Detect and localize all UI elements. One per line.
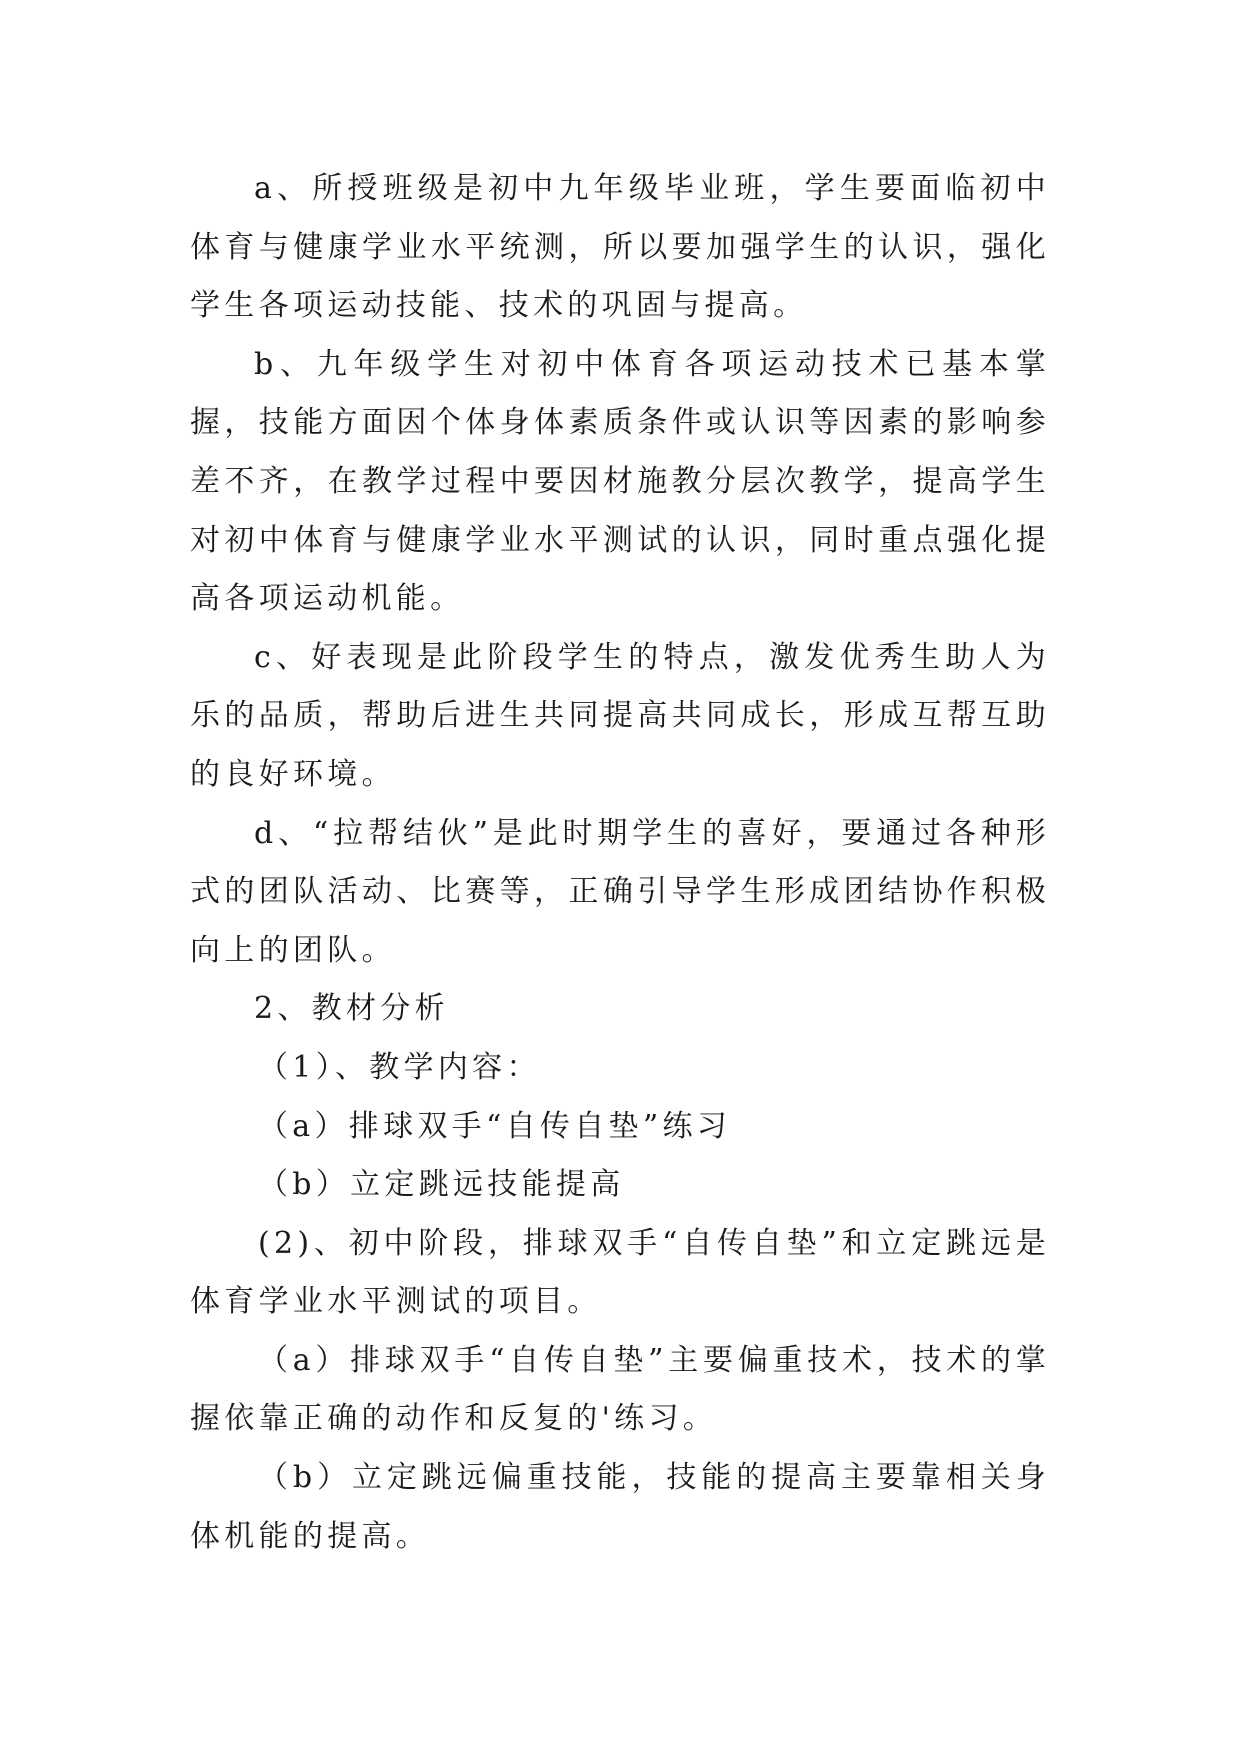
content-item-b: （b）立定跳远技能提高 [258, 1167, 625, 1203]
paragraph-d: d、“拉帮结伙”是此时期学生的喜好，要通过各种形式的团队活动、比赛等，正确引导学生形成团结协作积极向上的团队。 [190, 815, 1050, 968]
document-body [190, 160, 1050, 1566]
section-heading-textbook-analysis: 2、教材分析 [254, 991, 449, 1027]
paragraph-volleyball-technique: （a）排球双手“自传自垫”主要偏重技术，技术的掌握依靠正确的动作和反复的'练习。 [190, 1342, 1050, 1437]
paragraph-junior-stage: (2)、初中阶段，排球双手“自传自垫”和立定跳远是体育学业水平测试的项目。 [190, 1225, 1050, 1320]
paragraph-a: a、所授班级是初中九年级毕业班，学生要面临初中体育与健康学业水平统测，所以要加强学生的认识，强化学生各项运动技能、技术的巩固与提高。 [190, 171, 1050, 324]
paragraph-standing-jump: （b）立定跳远偏重技能，技能的提高主要靠相关身体机能的提高。 [190, 1460, 1050, 1554]
content-item-a: （a）排球双手“自传自垫”练习 [258, 1108, 732, 1144]
paragraph-c: c、好表现是此阶段学生的特点，激发优秀生助人为乐的品质，帮助后进生共同提高共同成长，形成互帮互助的良好环境。 [190, 639, 1050, 792]
paragraph-b: b、九年级学生对初中体育各项运动技术已基本掌握，技能方面因个体身体素质条件或认识等因素的影响参差不齐，在教学过程中要因材施教分层次教学，提高学生对初中体育与健康学业水平测试的认识，同时重点强化提高各项运动机能。 [190, 346, 1050, 617]
subsection-teaching-content: （1）、教学内容： [258, 1049, 541, 1085]
